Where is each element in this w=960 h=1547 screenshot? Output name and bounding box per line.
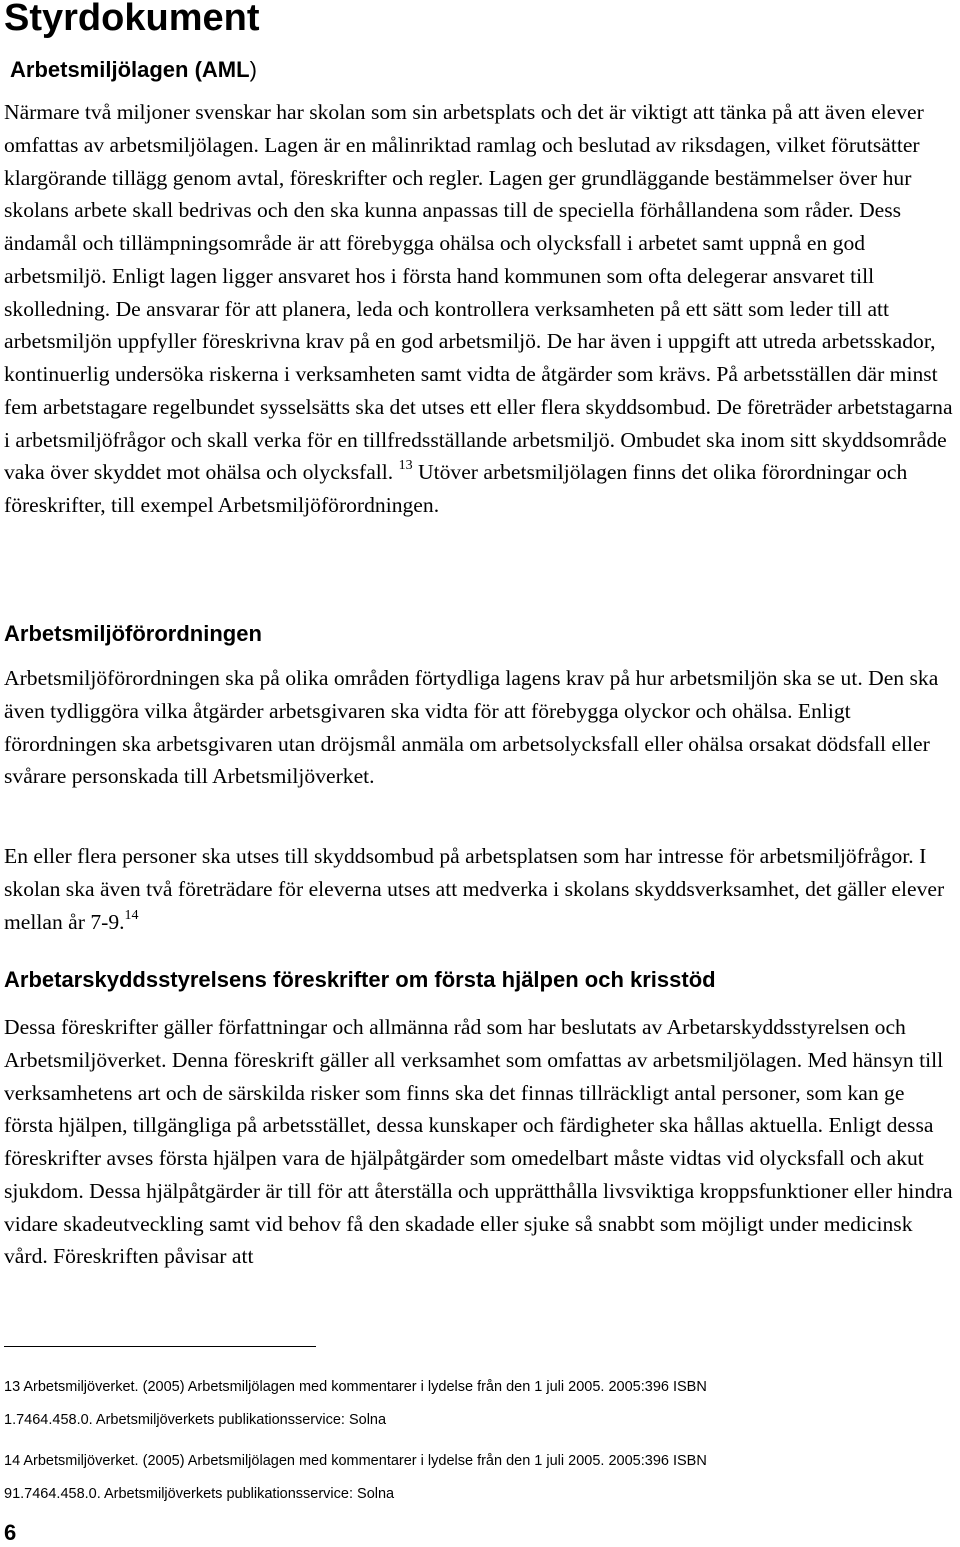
section-heading-text: Arbetsmiljölagen (AML	[10, 57, 250, 82]
page-title: Styrdokument	[4, 0, 260, 39]
footnote-13	[4, 1371, 924, 1437]
footnote-14	[4, 1445, 924, 1511]
paragraph-text-continued: Utöver arbetsmiljölagen finns det olika förordningar och föreskrifter, till exempel Arbetsmiljöförordningen.	[4, 460, 908, 517]
paragraph-arbetsmiljolagen	[4, 96, 958, 522]
section-heading-arbetsmiljolagen	[10, 56, 257, 84]
paragraph-forsta-hjalpen: Dessa föreskrifter gäller författningar och allmänna råd som har beslutats av Arbetarskyddsstyrelsen och Arbetsmiljöverket. Denna föreskrift gäller all verksamhet som omfattas av arbetsmiljölagen. Med hänsyn till verksamhetens art och de särskilda risker som finns ska det finnas tillräckligt antal personer, som kan ge första hjälpen, tillgängliga på arbetsstället, dessa kunskaper och färdigheter ska hållas aktuella. Enligt dessa föreskrifter avses första hjälpen vara de hjälpåtgärder som omedelbart måste vidtas vid olycksfall och akut sjukdom. Dessa hjälpåtgärder är till för att återställa och upprätthålla livsviktiga kroppsfunktioner eller hindra vidare skadeutveckling samt vid behov få den skadade eller sjuke så snabbt som möjligt under medicinsk vård. Föreskriften påvisar att	[4, 1015, 953, 1269]
footnote-line: 14 Arbetsmiljöverket. (2005) Arbetsmiljölagen med kommentarer i lydelse från den 1 juli 2005. 2005:396 ISBN	[4, 1453, 707, 1469]
section-heading-forsta-hjalpen: Arbetarskyddsstyrelsens föreskrifter om första hjälpen och krisstöd	[4, 967, 716, 992]
footnote-divider	[4, 1346, 316, 1347]
footnote-line: 1.7464.458.0. Arbetsmiljöverkets publikationsservice: Solna	[4, 1412, 387, 1428]
paragraph-text: Närmare två miljoner svenskar har skolan som sin arbetsplats och det är viktigt att tänka på att även elever omfattas av arbetsmiljölagen. Lagen är en målinriktad ramlag och beslutad av riksdagen, vilket förutsätter klargörande tillägg genom avtal, föreskrifter och regler. Lagen ger grundläggande bestämmelser över hur skolans arbete skall bedrivas och den ska kunna anpassas till de speciella förhållandena som råder. Dess ändamål och tillämpningsområde är att förebygga ohälsa och olycksfall i arbetet samt uppnå en god arbetsmiljö. Enligt lagen ligger ansvaret hos i första hand kommunen som ofta delegerar ansvaret till skolledning. De ansvarar för att planera, leda och kontrollera verksamheten på ett sätt som leder till att arbetsmiljön uppfyller föreskrivna krav på en god arbetsmiljö. De har även i uppgift att utreda arbetsskador, kontinuerlig undersöka riskerna i verksamheten samt vidta de åtgärder som krävs. På arbetsställen där minst fem arbetstagare regelbundet sysselsätts ska det utses ett eller flera skyddsombud. De företräder arbetstagarna i arbetsmiljöfrågor och skall verka för en tillfredsställande arbetsmiljö. Ombudet ska inom sitt skyddsområde vaka över skyddet mot ohälsa och olycksfall.	[4, 100, 953, 485]
section-heading-arbetsmiljoforordningen: Arbetsmiljöförordningen	[4, 621, 262, 646]
paragraph-text: En eller flera personer ska utses till skyddsombud på arbetsplatsen som har intresse för arbetsmiljöfrågor. I skolan ska även två företrädare för eleverna utses att medverka i skolans skyddsverksamhet, det gäller elever mellan år 7-9.	[4, 844, 945, 934]
footnote-reference-13[interactable]: 13	[398, 458, 413, 474]
footnote-reference-14[interactable]: 14	[124, 907, 139, 923]
paragraph-arbetsmiljoforordningen-1: Arbetsmiljöförordningen ska på olika områden förtydliga lagens krav på hur arbetsmiljön ska se ut. Den ska även tydliggöra vilka åtgärder arbetsgivaren ska vidta för att förebygga olyckor och ohälsa. Enligt förordningen ska arbetsgivaren utan dröjsmål anmäla om arbetsolycksfall eller ohälsa orsakat dödsfall eller svårare personskada till Arbetsmiljöverket.	[4, 666, 939, 789]
section-heading-closing-paren: )	[249, 57, 257, 82]
paragraph-arbetsmiljoforordningen-2	[4, 840, 958, 938]
page-number: 6	[4, 1520, 17, 1545]
footnote-line: 13 Arbetsmiljöverket. (2005) Arbetsmiljölagen med kommentarer i lydelse från den 1 juli 2005. 2005:396 ISBN	[4, 1379, 707, 1395]
footnote-line: 91.7464.458.0. Arbetsmiljöverkets publikationsservice: Solna	[4, 1486, 395, 1502]
